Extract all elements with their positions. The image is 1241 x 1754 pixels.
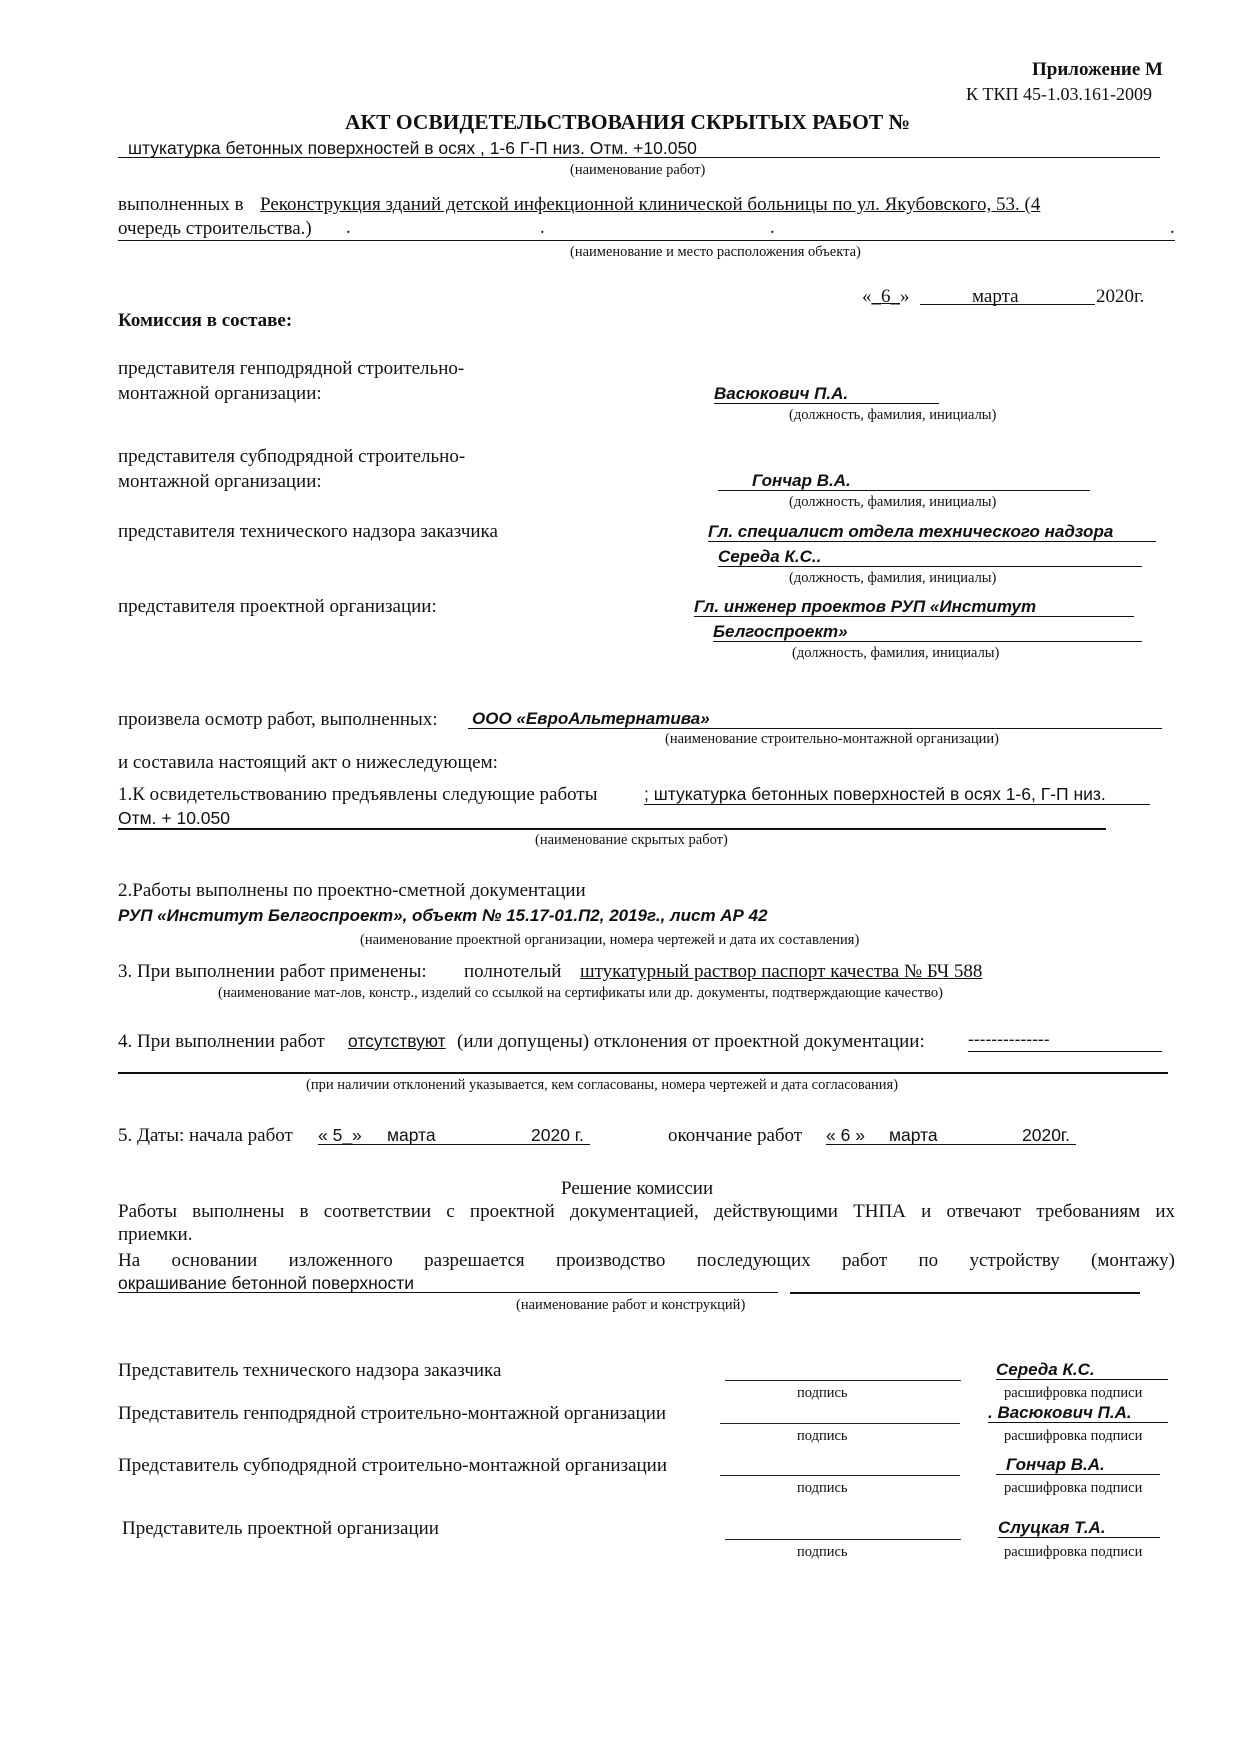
- inspection-caption: (наименование строительно-монтажной организации): [665, 731, 999, 747]
- inspection-value: ООО «ЕвроАльтернатива»: [472, 709, 710, 728]
- next-work-underline-2: [790, 1292, 1140, 1294]
- signature-name-underline-3: [996, 1474, 1160, 1475]
- general-rep-underline: [714, 403, 939, 404]
- object-value-line2: очередь строительства.): [118, 218, 312, 239]
- date-day: _6_: [871, 286, 900, 307]
- object-underline: [118, 240, 1175, 241]
- item1-underline-1: [644, 804, 1150, 805]
- item4-value: отсутствуют: [348, 1031, 446, 1051]
- signature-caption-1: подпись: [797, 1385, 848, 1401]
- item5-start-year: 2020 г.: [531, 1125, 584, 1145]
- decision-text-line2: приемки.: [118, 1224, 193, 1245]
- signature-role-1: Представитель технического надзора заказчика: [118, 1360, 502, 1381]
- date-open-quote: «: [862, 286, 872, 307]
- item4-caption: (при наличии отклонений указывается, кем согласованы, номера чертежей и дата согласования): [306, 1077, 899, 1093]
- decision-text-line1: Работы выполнены в соответствии с проектной документацией, действующими ТНПА и отвечают требованиям их: [118, 1201, 1175, 1222]
- act-intro: и составила настоящий акт о нижеследующем:: [118, 752, 498, 773]
- decision-heading: Решение комиссии: [561, 1178, 714, 1199]
- signature-caption-3: подпись: [797, 1480, 848, 1496]
- item3-value-plain: полнотелый: [464, 961, 562, 982]
- design-rep-value-line2: Белгоспроект»: [713, 622, 848, 641]
- inspection-label: произвела осмотр работ, выполненных:: [118, 709, 438, 730]
- date-year: 2020г.: [1096, 286, 1145, 307]
- sub-rep-value: Гончар В.А.: [752, 471, 851, 490]
- design-rep-value-line1: Гл. инженер проектов РУП «Институт: [694, 597, 1037, 616]
- object-dot-2: .: [540, 217, 545, 238]
- item1-value-line1: ; штукатурка бетонных поверхностей в осях 1-6, Г-П низ.: [644, 784, 1106, 804]
- commission-heading: Комиссия в составе:: [118, 310, 293, 331]
- object-dot-1: .: [346, 217, 351, 238]
- work-name-caption: (наименование работ): [570, 162, 706, 178]
- item4-underline-1: [968, 1051, 1162, 1052]
- item3-caption: (наименование мат-лов, констр., изделий со ссылкой на сертификаты или др. документы, подтверждающие качество): [218, 985, 943, 1001]
- signature-caption-4: подпись: [797, 1544, 848, 1560]
- object-prefix: выполненных в: [118, 194, 244, 215]
- tech-label: представителя технического надзора заказчика: [118, 521, 498, 542]
- signature-name-1: Середа К.С.: [996, 1360, 1095, 1379]
- signature-line-2: [720, 1423, 960, 1424]
- basis-word: разрешается: [424, 1250, 525, 1271]
- work-name-value: штукатурка бетонных поверхностей в осях , 1-6 Г-П низ. Отм. +10.050: [128, 138, 697, 158]
- signature-caption-2: подпись: [797, 1428, 848, 1444]
- item2-caption: (наименование проектной организации, номера чертежей и дата их составления): [360, 932, 860, 948]
- object-dot-3: .: [770, 217, 775, 238]
- next-work-underline-1: [118, 1292, 778, 1293]
- item5-end-label: окончание работ: [668, 1125, 803, 1146]
- decode-caption-4: расшифровка подписи: [1004, 1544, 1143, 1560]
- item5-end-day: « 6 »: [826, 1125, 865, 1145]
- item4-underline-2: [118, 1072, 1168, 1074]
- basis-word: устройству: [969, 1250, 1060, 1271]
- decision-basis-line: [118, 1250, 1175, 1272]
- inspection-underline: [468, 728, 1162, 729]
- item3-label: 3. При выполнении работ применены:: [118, 961, 427, 982]
- general-label-line1: представителя генподрядной строительно-: [118, 358, 465, 379]
- decode-caption-2: расшифровка подписи: [1004, 1428, 1143, 1444]
- date-close-quote: »: [900, 286, 910, 307]
- design-rep-underline-2: [713, 641, 1142, 642]
- basis-word: На: [118, 1250, 141, 1271]
- date-month: марта: [972, 286, 1019, 307]
- signature-line-3: [720, 1475, 960, 1476]
- item3-value: штукатурный раствор паспорт качества № БЧ 588: [580, 961, 983, 982]
- item4-dashes: --------------: [968, 1029, 1050, 1049]
- object-caption: (наименование и место расположения объекта): [570, 244, 861, 260]
- signature-role-2: Представитель генподрядной строительно-монтажной организации: [118, 1403, 667, 1424]
- item1-underline-2: [118, 828, 1106, 830]
- basis-word: основании: [171, 1250, 258, 1271]
- sub-rep-underline: [718, 490, 1090, 491]
- signature-role-3: Представитель субподрядной строительно-монтажной организации: [118, 1455, 668, 1476]
- general-label-line2: монтажной организации:: [118, 383, 322, 404]
- item1-caption: (наименование скрытых работ): [535, 832, 728, 848]
- appendix-label: Приложение М: [1032, 59, 1163, 80]
- item1-value-line2: Отм. + 10.050: [118, 808, 230, 828]
- next-work-value: окрашивание бетонной поверхности: [118, 1273, 415, 1293]
- item1-label: 1.К освидетельствованию предъявлены следующие работы: [118, 784, 598, 805]
- object-dot-4: .: [1170, 217, 1175, 238]
- basis-word: по: [918, 1250, 939, 1271]
- item5-end-year: 2020г.: [1022, 1125, 1071, 1145]
- basis-word: изложенного: [288, 1250, 393, 1271]
- signature-name-underline-2: [988, 1422, 1168, 1423]
- signature-line-1: [725, 1380, 961, 1381]
- item5-start-day: « 5_»: [318, 1125, 362, 1145]
- basis-word: производство: [556, 1250, 666, 1271]
- tech-rep-value-line2: Середа К.С..: [718, 547, 822, 566]
- tech-rep-underline-1: [708, 541, 1156, 542]
- basis-word: последующих: [696, 1250, 811, 1271]
- item4-label-a: 4. При выполнении работ: [118, 1031, 325, 1052]
- decode-caption-3: расшифровка подписи: [1004, 1480, 1143, 1496]
- item2-label: 2.Работы выполнены по проектно-сметной документации: [118, 880, 586, 901]
- sub-label-line1: представителя субподрядной строительно-: [118, 446, 466, 467]
- tech-rep-underline-2: [718, 566, 1142, 567]
- next-work-caption: (наименование работ и конструкций): [516, 1297, 746, 1313]
- signature-name-underline-1: [996, 1379, 1168, 1380]
- document-title: АКТ ОСВИДЕТЕЛЬСТВОВАНИЯ СКРЫТЫХ РАБОТ №: [345, 110, 911, 134]
- signature-name-underline-4: [998, 1537, 1160, 1538]
- general-rep-value: Васюкович П.А.: [714, 384, 849, 403]
- design-rep-underline-1: [694, 616, 1134, 617]
- signature-role-4: Представитель проектной организации: [122, 1518, 439, 1539]
- item5-start-month: марта: [387, 1125, 436, 1145]
- signature-name-3: Гончар В.А.: [1006, 1455, 1105, 1474]
- tech-rep-caption: (должность, фамилия, инициалы): [789, 570, 997, 586]
- sub-label-line2: монтажной организации:: [118, 471, 322, 492]
- general-rep-caption: (должность, фамилия, инициалы): [789, 407, 997, 423]
- standard-ref: К ТКП 45-1.03.161-2009: [966, 84, 1152, 104]
- item4-label-b: (или допущены) отклонения от проектной документации:: [457, 1031, 925, 1052]
- object-value-line1: Реконструкция зданий детской инфекционной клинической больницы по ул. Якубовского, 53. (4: [260, 194, 1041, 215]
- item5-end-month: марта: [889, 1125, 938, 1145]
- item5-label: 5. Даты: начала работ: [118, 1125, 293, 1146]
- signature-line-4: [725, 1539, 961, 1540]
- item2-value: РУП «Институт Белгоспроект», объект № 15.17-01.П2, 2019г., лист АР 42: [118, 906, 768, 925]
- work-name-underline: [118, 157, 1160, 158]
- basis-word: работ: [841, 1250, 888, 1271]
- signature-name-2: . Васюкович П.А.: [988, 1403, 1132, 1422]
- design-rep-caption: (должность, фамилия, инициалы): [792, 645, 1000, 661]
- basis-word: (монтажу): [1091, 1250, 1175, 1271]
- design-label: представителя проектной организации:: [118, 596, 437, 617]
- act-date: [862, 286, 910, 308]
- sub-rep-caption: (должность, фамилия, инициалы): [789, 494, 997, 510]
- decode-caption-1: расшифровка подписи: [1004, 1385, 1143, 1401]
- signature-name-4: Слуцкая Т.А.: [998, 1518, 1106, 1537]
- tech-rep-value-line1: Гл. специалист отдела технического надзора: [708, 522, 1114, 541]
